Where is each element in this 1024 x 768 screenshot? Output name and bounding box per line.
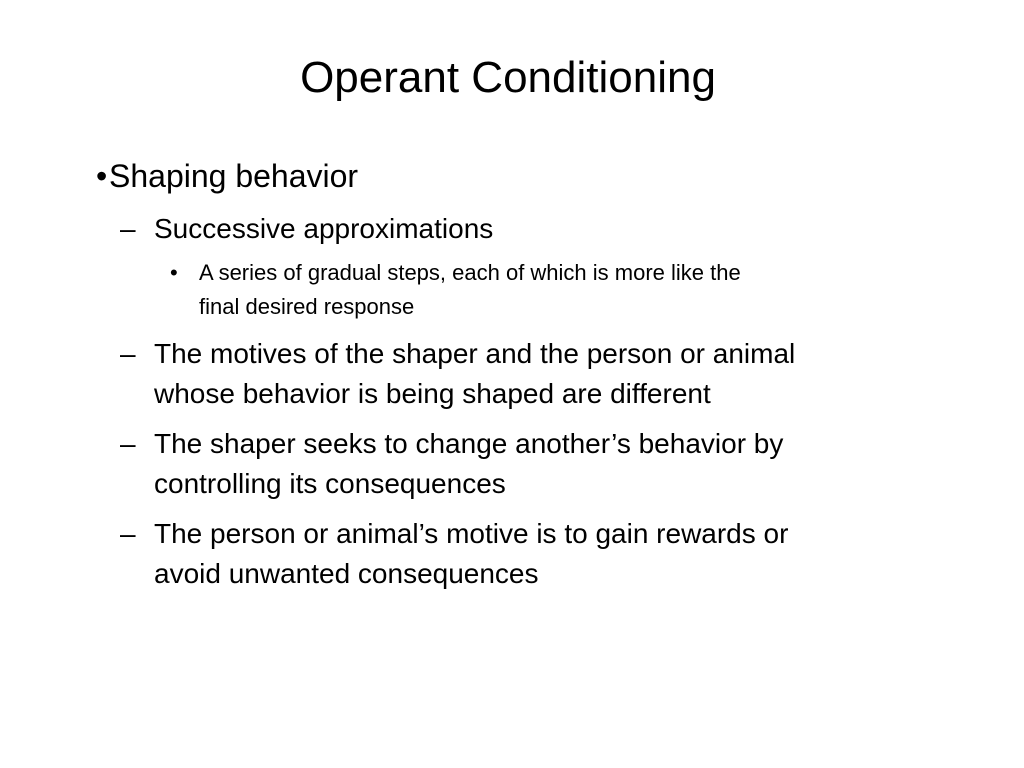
subbullet-line-2: whose behavior is being shaped are different (154, 378, 711, 409)
bullet-marker: • (170, 260, 178, 285)
subbullet-line-2: controlling its consequences (154, 468, 506, 499)
subbullet-line-1: The shaper seeks to change another’s behavior by (154, 428, 784, 459)
subsubbullet-line-2: final desired response (199, 294, 415, 319)
subbullet-text: Successive approximations (154, 213, 494, 244)
subbullet-line-1: The person or animal’s motive is to gain rewards or (154, 518, 789, 549)
dash-marker: – (120, 428, 136, 459)
subbullet-line-2: avoid unwanted consequences (154, 558, 539, 589)
subbullet-line-1: The motives of the shaper and the person or animal (154, 338, 796, 369)
dash-marker: – (120, 213, 136, 244)
subsubbullet-line-1: A series of gradual steps, each of which is more like the (199, 260, 741, 285)
bullet-text: Shaping behavior (109, 158, 359, 194)
bullet-marker: • (96, 158, 108, 194)
dash-marker: – (120, 338, 136, 369)
dash-marker: – (120, 518, 136, 549)
slide-title: Operant Conditioning (300, 53, 716, 102)
